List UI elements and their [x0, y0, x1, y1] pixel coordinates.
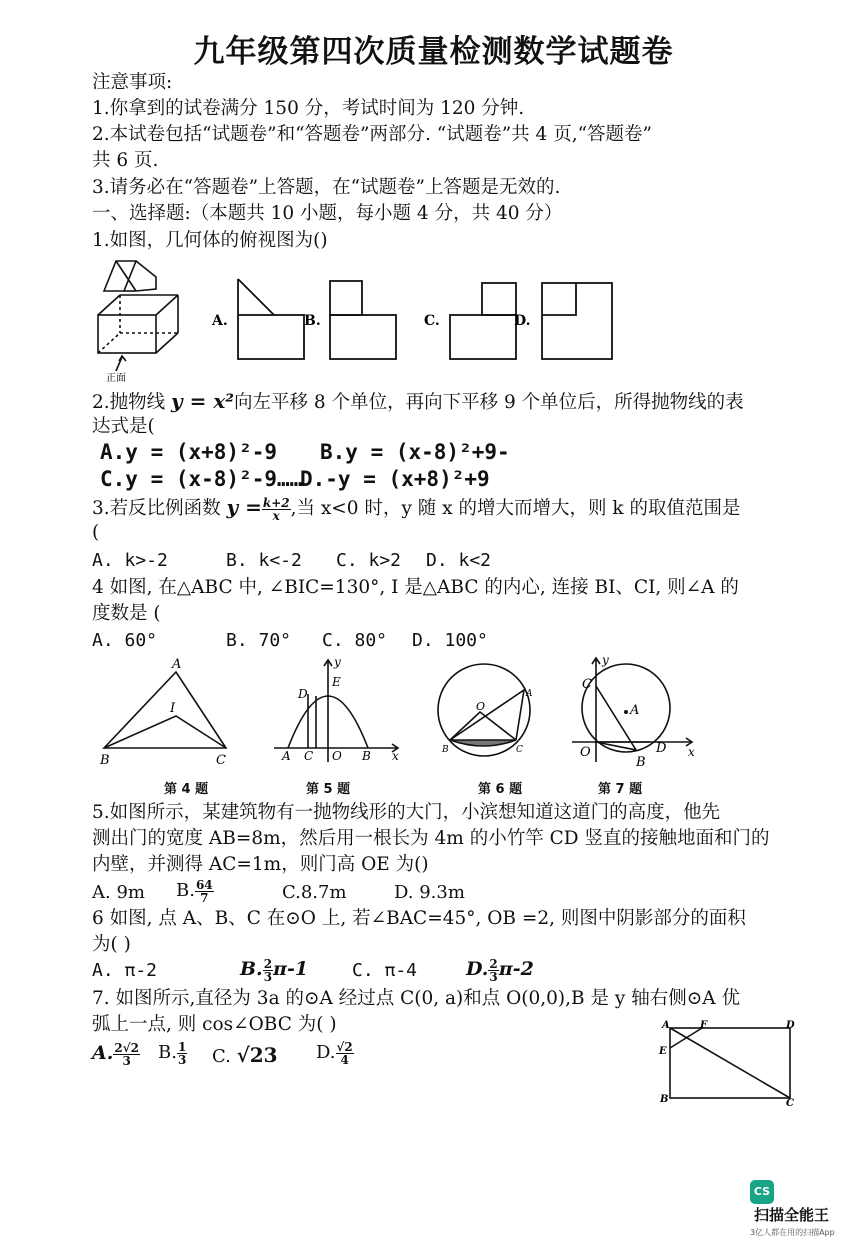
q5-option-d: D. 9.3m [394, 882, 465, 903]
q3-option-b: B. k<-2 [226, 550, 302, 571]
fig7-label-b: B [636, 755, 646, 770]
fig5-label-x: x [392, 749, 399, 763]
fig4-caption: 第 4 题 [164, 782, 209, 797]
fig7-label-c: C [582, 677, 592, 692]
q2-stem-formula: y = x² [171, 389, 235, 413]
q6-option-a: A. π-2 [92, 960, 158, 981]
fig6-label-a: A [526, 689, 533, 699]
q2-stem [92, 388, 744, 416]
q6-stem: 6 如图, 点 A、B、C 在⊙O 上, 若∠BAC=45°, OB =2, 则图中阴影部分的面积 [92, 908, 746, 929]
q5-stem: 5.如图所示，某建筑物有一抛物线形的大门，小滨想知道这道门的高度，他先 [92, 802, 721, 823]
rectangle-figure [656, 1016, 806, 1112]
fig5-label-d: D [298, 687, 308, 701]
rect-label-e: E [659, 1046, 667, 1057]
fig7-label-o: O [580, 745, 591, 760]
fig7-label-x: x [688, 745, 695, 759]
fig5-label-b: B [362, 749, 371, 763]
rect-label-b: B [660, 1094, 669, 1105]
rect-label-a: A [662, 1020, 670, 1031]
q1-option-c-label: C. [424, 313, 440, 329]
q5-option-c: C.8.7m [282, 882, 347, 903]
fig4-label-a: A [172, 657, 182, 672]
q3-stem-post: ,当 x<0 时，y 随 x 的增大而增大，则 k 的取值范围是 [290, 498, 741, 519]
fig6-caption: 第 6 题 [478, 782, 523, 797]
scanner-logo-icon: CS [750, 1180, 774, 1204]
q2-option-a: A.y = (x+8)²-9 [100, 440, 278, 464]
q6-option-d: D. $\frac{2}{3}$ π-2 [466, 956, 534, 984]
fig5-label-o: O [332, 749, 342, 763]
q4-option-a: A. 60° [92, 630, 158, 651]
rect-label-c: C [786, 1098, 794, 1109]
q5-option-a: A. 9m [92, 882, 145, 903]
q7-option-d: D. $\frac{√2}{4}$ [316, 1039, 353, 1067]
q4-stem-line2: 度数是 ( [92, 603, 161, 624]
fig7-center-dot [624, 710, 628, 714]
q5-option-b: B. $\frac{64}{7}$ [176, 877, 213, 905]
q5-stem-line3: 内壁，并测得 AC=1m，则门高 OE 为() [92, 854, 429, 875]
q3-y-eq: y = [226, 495, 262, 519]
q3-fraction: $\frac{k+2}{x}$ [262, 495, 290, 523]
q7-stem-line2: 弧上一点, 则 cos∠OBC 为( ) [92, 1014, 337, 1035]
q6-stem-line2: 为( ) [92, 934, 131, 955]
fig6-label-c: C [516, 745, 523, 755]
fig7-label-a: A [630, 703, 640, 718]
rect-label-d: D [786, 1020, 795, 1031]
q1-option-a-label: A. [212, 313, 228, 329]
q4-option-d: D. 100° [412, 630, 488, 651]
q3-stem [92, 494, 740, 522]
q4-option-c: C. 80° [322, 630, 388, 651]
fig6-label-b: B [442, 745, 449, 755]
q1-option-d-figure [542, 283, 612, 359]
fig5-label-e: E [332, 675, 341, 689]
q2-option-b: B.y = (x-8)²+9- [320, 440, 510, 464]
fig5-label-a: A [282, 749, 291, 763]
q4-stem: 4 如图, 在△ABC 中, ∠BIC=130°, I 是△ABC 的内心, 连接 BI、CI, 则∠A 的 [92, 577, 739, 598]
q2-option-d: D.-y = (x+8)²+9 [300, 467, 490, 491]
notice-item-2: 2.本试卷包括“试题卷”和“答题卷”两部分. “试题卷”共 4 页,“答题卷” [92, 124, 652, 145]
fig5-caption: 第 5 题 [306, 782, 351, 797]
q1-option-d-label: D. [514, 313, 531, 329]
q2-stem-pre: 2.抛物线 [92, 392, 166, 413]
q2-option-c: C.y = (x-8)²-9…… [100, 467, 303, 491]
q1-figures [92, 255, 632, 385]
figure-row [96, 652, 706, 774]
fig6-label-o: O [476, 700, 486, 713]
q1-option-c-figure [450, 283, 516, 359]
fig4-label-c: C [216, 753, 226, 768]
q3-option-a: A. k>-2 [92, 550, 168, 571]
q7-stem: 7. 如图所示,直径为 3a 的⊙A 经过点 C(0, a)和点 O(0,0),B 是 y 轴右侧⊙A 优 [92, 988, 740, 1009]
section-heading: 一、选择题:（本题共 10 小题，每小题 4 分，共 40 分） [92, 203, 563, 224]
q3-option-c: C. k>2 [336, 550, 402, 571]
q6-option-c: C. π-4 [352, 960, 418, 981]
fig4-triangle [104, 672, 226, 748]
q2-stem-line2: 达式是( [92, 416, 155, 437]
scanner-watermark [750, 1180, 850, 1238]
page-title: 九年级第四次质量检测数学试题卷 [193, 34, 674, 70]
fig4-label-i: I [170, 701, 176, 716]
fig7-label-d: D [656, 741, 667, 756]
notice-heading: 注意事项: [92, 72, 173, 93]
rect-label-f: F [700, 1020, 708, 1031]
fig7-label-y: y [602, 653, 609, 667]
q5-stem-line2: 测出门的宽度 AB=8m，然后用一根长为 4m 的小竹竿 CD 竖直的接触地面和门的 [92, 828, 770, 849]
q7-option-a: A. $\frac{2√2}{3}$ [92, 1040, 139, 1068]
fig7-caption: 第 7 题 [598, 782, 643, 797]
q1-solid-figure [98, 261, 178, 371]
q4-option-b: B. 70° [226, 630, 292, 651]
q7-option-b: B. $\frac{1}{3}$ [158, 1039, 187, 1067]
q1-stem: 1.如图，几何体的俯视图为() [92, 230, 328, 251]
notice-item-2-cont: 共 6 页. [92, 150, 159, 171]
q1-option-b-figure [330, 281, 396, 359]
q7-option-c: C. √23 [212, 1043, 278, 1067]
q3-stem-line2: ( [92, 522, 100, 543]
fig5-label-c: C [304, 749, 314, 763]
q1-front-label: 正面 [106, 373, 126, 384]
scanner-brand: 扫描全能王 [754, 1206, 830, 1224]
fig4-label-b: B [100, 753, 110, 768]
q6-option-b: B. $\frac{2}{3}$ π-1 [240, 956, 309, 984]
q1-option-a-figure [238, 279, 304, 359]
q2-stem-post: 向左平移 8 个单位，再向下平移 9 个单位后，所得抛物线的表 [234, 392, 744, 413]
q3-option-d: D. k<2 [426, 550, 492, 571]
fig5-label-y: y [334, 655, 341, 669]
scanner-tagline: 3亿人都在用的扫描App [750, 1228, 835, 1237]
q1-option-b-label: B. [304, 313, 321, 329]
notice-item-1: 1.你拿到的试卷满分 150 分，考试时间为 120 分钟. [92, 98, 525, 119]
q3-stem-pre: 3.若反比例函数 [92, 498, 221, 519]
notice-item-3: 3.请务必在“答题卷”上答题，在“试题卷”上答题是无效的. [92, 177, 561, 198]
